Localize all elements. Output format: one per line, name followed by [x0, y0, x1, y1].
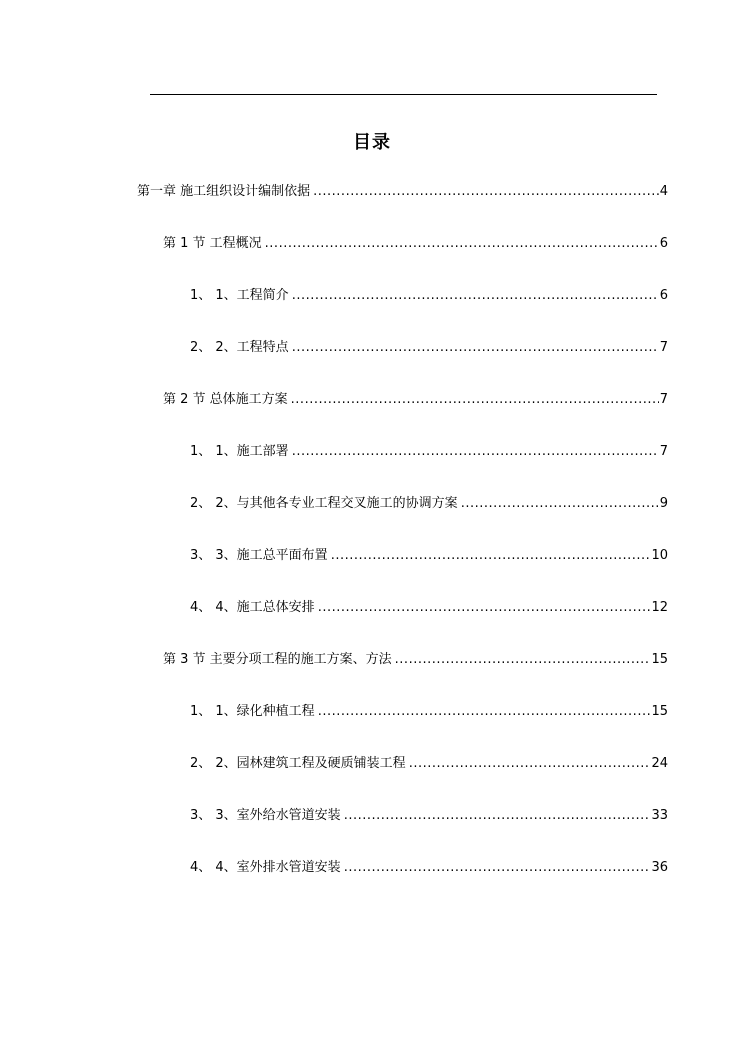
toc-entry-text: 第一章 施工组织设计编制依据 [137, 184, 311, 199]
toc-leader [318, 600, 651, 616]
toc-entry-text: 1、 1、绿化种植工程 [190, 704, 315, 719]
toc-entry-text: 1、 1、工程简介 [190, 288, 289, 303]
toc-entry-section-3[interactable] [163, 652, 668, 668]
toc-page-number: 33 [651, 808, 668, 823]
toc-page-number: 15 [651, 704, 668, 719]
toc-entry-text: 2、 2、与其他各专业工程交叉施工的协调方案 [190, 496, 458, 511]
toc-entry-text: 第 3 节 主要分项工程的施工方案、方法 [163, 652, 392, 667]
toc-leader [318, 704, 651, 720]
toc-entry-item[interactable] [190, 756, 668, 772]
toc-entry-section-2[interactable] [163, 392, 668, 408]
toc-entry-text: 2、 2、工程特点 [190, 340, 289, 355]
toc-page-number: 4 [659, 184, 668, 199]
toc-page-number: 9 [659, 496, 668, 511]
toc-entry-item[interactable] [190, 288, 668, 304]
toc-page-number: 15 [651, 652, 668, 667]
toc-entry-chapter-1[interactable] [137, 184, 668, 200]
toc-leader [331, 548, 651, 564]
toc-leader [409, 756, 651, 772]
toc-leader [292, 340, 659, 356]
toc-leader [265, 236, 659, 252]
toc-entry-item[interactable] [190, 808, 668, 824]
toc-leader [344, 860, 651, 876]
toc-page-number: 36 [651, 860, 668, 875]
toc-page-number: 12 [651, 600, 668, 615]
toc-entry-item[interactable] [190, 340, 668, 356]
page-title: 目录 [353, 132, 391, 153]
toc-entry-text: 第 2 节 总体施工方案 [163, 392, 288, 407]
toc-leader [291, 392, 659, 408]
toc-leader [292, 444, 659, 460]
header-rule [150, 94, 657, 95]
toc-entry-item[interactable] [190, 704, 668, 720]
toc-entry-section-1[interactable] [163, 236, 668, 252]
toc-entry-text: 第 1 节 工程概况 [163, 236, 262, 251]
toc-entry-item[interactable] [190, 860, 668, 876]
toc-leader [461, 496, 659, 512]
toc-entry-text: 3、 3、室外给水管道安装 [190, 808, 341, 823]
toc-entry-text: 2、 2、园林建筑工程及硬质铺装工程 [190, 756, 406, 771]
toc-leader [292, 288, 659, 304]
toc-entry-text: 4、 4、施工总体安排 [190, 600, 315, 615]
toc-leader [395, 652, 651, 668]
toc-entry-text: 4、 4、室外排水管道安装 [190, 860, 341, 875]
toc-entry-text: 3、 3、施工总平面布置 [190, 548, 328, 563]
toc-page-number: 24 [651, 756, 668, 771]
toc-entry-item[interactable] [190, 444, 668, 460]
toc-entry-item[interactable] [190, 600, 668, 616]
toc-page-number: 10 [651, 548, 668, 563]
toc-entry-item[interactable] [190, 548, 668, 564]
toc-page-number: 7 [659, 392, 668, 407]
toc-entry-text: 1、 1、施工部署 [190, 444, 289, 459]
toc-leader [313, 184, 659, 200]
toc-page-number: 7 [659, 444, 668, 459]
toc-page-number: 6 [659, 288, 668, 303]
toc-leader [344, 808, 651, 824]
toc-page-number: 7 [659, 340, 668, 355]
toc-page-number: 6 [659, 236, 668, 251]
toc-entry-item[interactable] [190, 496, 668, 512]
